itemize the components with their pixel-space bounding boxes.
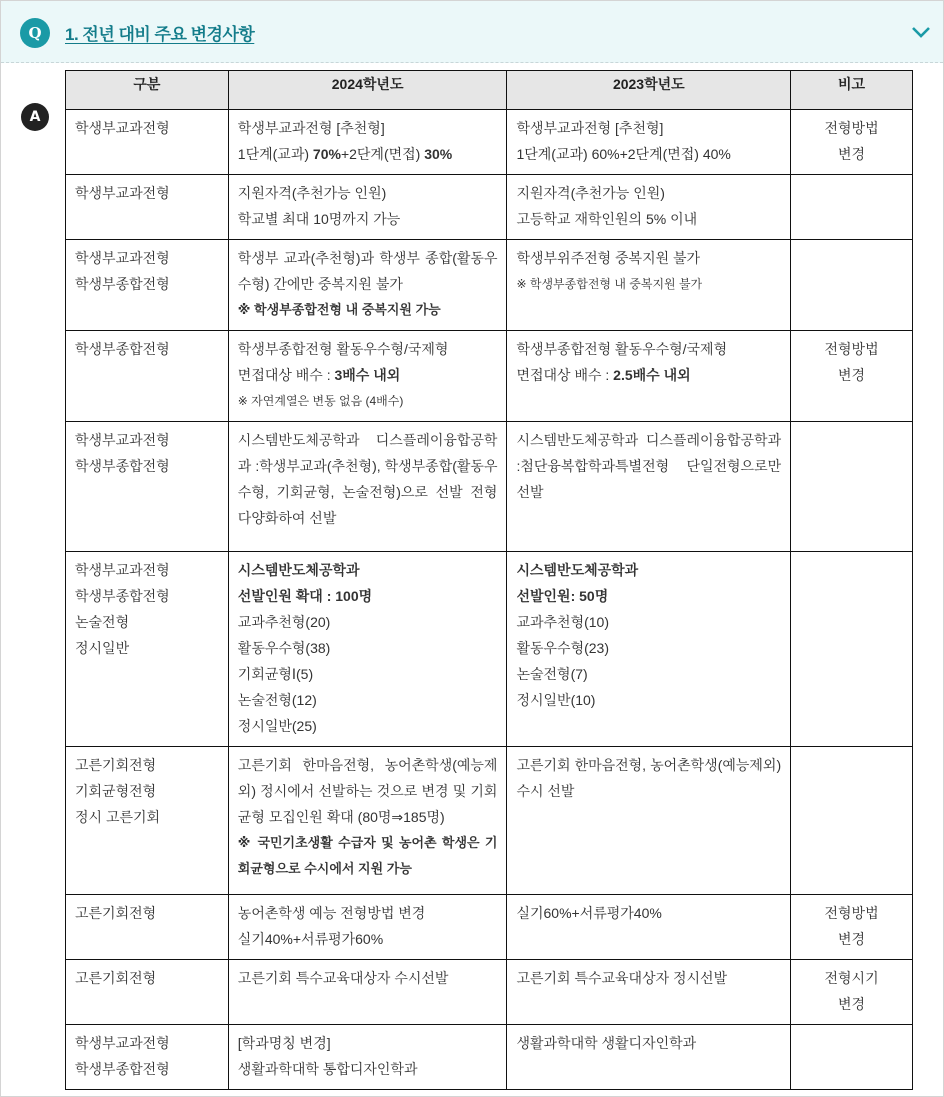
question-title[interactable]: 1. 전년 대비 주요 변경사항 (65, 25, 255, 44)
table-header-row (66, 71, 913, 110)
answer-badge-icon: A (21, 103, 49, 131)
y2023-cell: 학생부종합전형 활동우수형/국제형 면접대상 배수 : 2.5배수 내외 (507, 331, 791, 422)
table-row (66, 422, 913, 552)
comparison-table (65, 70, 913, 1090)
header-2024: 2024학년도 (228, 71, 507, 110)
category-cell: 학생부교과전형 (66, 175, 229, 240)
table-row (66, 240, 913, 331)
y2024-cell: 고른기회 특수교육대상자 수시선발 (228, 960, 507, 1025)
note-cell: 전형방법 변경 (791, 895, 913, 960)
y2023-cell: 고른기회 한마음전형, 농어촌학생(예능제외) 수시 선발 (507, 747, 791, 895)
table-row (66, 895, 913, 960)
category-cell: 고른기회전형 (66, 895, 229, 960)
table-row (66, 1025, 913, 1090)
note-cell (791, 175, 913, 240)
table-row (66, 747, 913, 895)
note-cell (791, 747, 913, 895)
y2024-cell: 학생부교과전형 [추천형] 1단계(교과) 70%+2단계(면접) 30% (228, 110, 507, 175)
y2023-cell: 실기60%+서류평가40% (507, 895, 791, 960)
category-cell: 학생부교과전형 학생부종합전형 (66, 422, 229, 552)
question-badge-icon: Q (20, 18, 50, 48)
y2023-cell: 학생부위주전형 중복지원 불가 ※ 학생부종합전형 내 중복지원 불가 (507, 240, 791, 331)
y2023-cell: 지원자격(추천가능 인원) 고등학교 재학인원의 5% 이내 (507, 175, 791, 240)
chevron-down-icon[interactable] (911, 25, 931, 39)
question-header[interactable] (1, 1, 943, 63)
table-row (66, 960, 913, 1025)
y2024-cell: 지원자격(추천가능 인원) 학교별 최대 10명까지 가능 (228, 175, 507, 240)
note-cell: 전형시기 변경 (791, 960, 913, 1025)
y2023-cell: 시스템반도체공학과 선발인원: 50명 교과추천형(10) 활동우수형(23) 논술전형(7) 정시일반(10) (507, 552, 791, 747)
note-cell: 전형방법 변경 (791, 110, 913, 175)
header-category: 구분 (66, 71, 229, 110)
y2023-cell: 생활과학대학 생활디자인학과 (507, 1025, 791, 1090)
category-cell: 학생부교과전형 학생부종합전형 논술전형 정시일반 (66, 552, 229, 747)
header-2023: 2023학년도 (507, 71, 791, 110)
note-cell (791, 552, 913, 747)
category-cell: 학생부교과전형 (66, 110, 229, 175)
y2024-cell: 고른기회 한마음전형, 농어촌학생(예능제외) 정시에서 선발하는 것으로 변경 및 기회균형 모집인원 확대 (80명⇒185명) ※ 국민기초생활 수급자 및 농어촌 학생은 기회균형으로 수시에서 지원 가능 (228, 747, 507, 895)
category-cell: 고른기회전형 기회균형전형 정시 고른기회 (66, 747, 229, 895)
y2024-cell: 농어촌학생 예능 전형방법 변경 실기40%+서류평가60% (228, 895, 507, 960)
note-cell: 전형방법 변경 (791, 331, 913, 422)
category-cell: 학생부교과전형 학생부종합전형 (66, 1025, 229, 1090)
y2024-cell: 학생부종합전형 활동우수형/국제형 면접대상 배수 : 3배수 내외 ※ 자연계열은 변동 없음 (4배수) (228, 331, 507, 422)
y2024-cell: 시스템반도체공학과 선발인원 확대 : 100명 교과추천형(20) 활동우수형(38) 기회균형Ⅰ(5) 논술전형(12) 정시일반(25) (228, 552, 507, 747)
table-row (66, 552, 913, 747)
y2023-cell: 시스템반도체공학과 디스플레이융합공학과 :첨단융복합학과특별전형 단일전형으로만 선발 (507, 422, 791, 552)
table-row (66, 331, 913, 422)
y2023-cell: 고른기회 특수교육대상자 정시선발 (507, 960, 791, 1025)
y2023-cell: 학생부교과전형 [추천형] 1단계(교과) 60%+2단계(면접) 40% (507, 110, 791, 175)
note-cell (791, 1025, 913, 1090)
y2024-cell: [학과명칭 변경] 생활과학대학 통합디자인학과 (228, 1025, 507, 1090)
y2024-cell: 시스템반도체공학과 디스플레이융합공학과 :학생부교과(추천형), 학생부종합(활동우수형, 기회균형, 논술전형)으로 선발 전형 다양화하여 선발 (228, 422, 507, 552)
y2024-cell: 학생부 교과(추천형)과 학생부 종합(활동우수형) 간에만 중복지원 불가 ※ 학생부종합전형 내 중복지원 가능 (228, 240, 507, 331)
category-cell: 학생부종합전형 (66, 331, 229, 422)
note-cell (791, 422, 913, 552)
category-cell: 고른기회전형 (66, 960, 229, 1025)
table-row (66, 175, 913, 240)
table-row (66, 110, 913, 175)
note-cell (791, 240, 913, 331)
header-note: 비고 (791, 71, 913, 110)
category-cell: 학생부교과전형 학생부종합전형 (66, 240, 229, 331)
